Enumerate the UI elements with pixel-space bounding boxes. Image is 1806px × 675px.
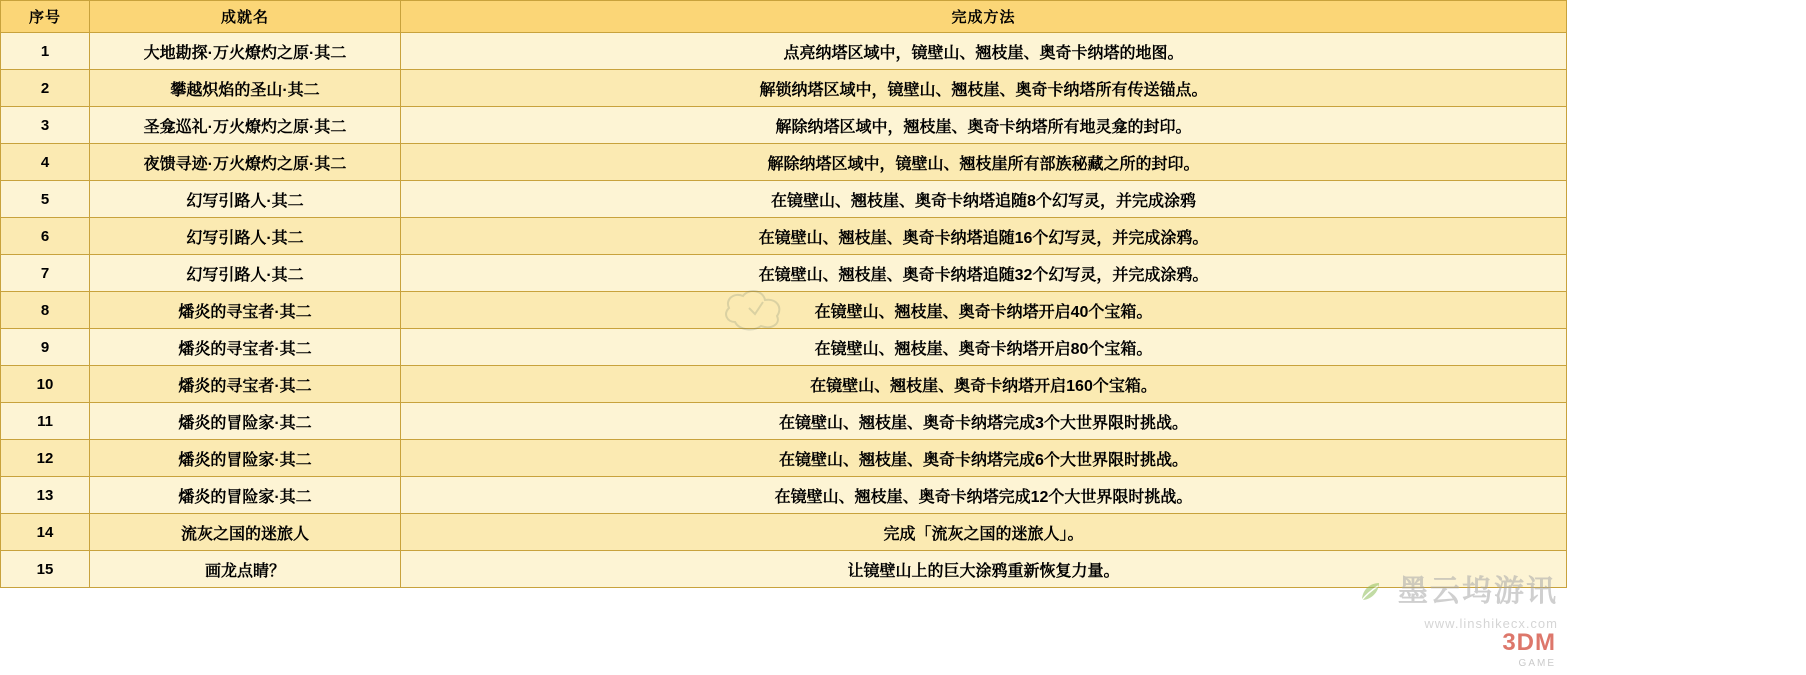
cell-achievement-name: 燔炎的冒险家·其二: [90, 403, 401, 440]
column-header-index: 序号: [1, 1, 90, 33]
cell-completion-method: 在镜壁山、翘枝崖、奥奇卡纳塔追随8个幻写灵，并完成涂鸦: [401, 181, 1567, 218]
cell-achievement-name: 圣龛巡礼·万火燎灼之原·其二: [90, 107, 401, 144]
table-row: [1, 329, 1567, 366]
cell-index: 7: [1, 255, 90, 292]
cell-achievement-name: 夜馈寻迹·万火燎灼之原·其二: [90, 144, 401, 181]
cell-achievement-name: 燔炎的寻宝者·其二: [90, 329, 401, 366]
cell-index: 11: [1, 403, 90, 440]
cell-completion-method: 解除纳塔区域中，翘枝崖、奥奇卡纳塔所有地灵龛的封印。: [401, 107, 1567, 144]
table-row: [1, 477, 1567, 514]
cell-completion-method: 解除纳塔区域中，镜壁山、翘枝崖所有部族秘藏之所的封印。: [401, 144, 1567, 181]
cell-achievement-name: 攀越炽焰的圣山·其二: [90, 70, 401, 107]
table-row: [1, 144, 1567, 181]
cell-completion-method: 在镜壁山、翘枝崖、奥奇卡纳塔追随16个幻写灵，并完成涂鸦。: [401, 218, 1567, 255]
table-header: [1, 1, 1567, 33]
cell-index: 9: [1, 329, 90, 366]
cell-index: 8: [1, 292, 90, 329]
cell-index: 12: [1, 440, 90, 477]
table-row: [1, 218, 1567, 255]
table-row: [1, 255, 1567, 292]
cell-achievement-name: 大地勘探·万火燎灼之原·其二: [90, 33, 401, 70]
table-body: [1, 33, 1567, 588]
cell-index: 13: [1, 477, 90, 514]
table-row: [1, 440, 1567, 477]
column-header-method: 完成方法: [401, 1, 1567, 33]
cell-achievement-name: 燔炎的冒险家·其二: [90, 440, 401, 477]
cell-index: 1: [1, 33, 90, 70]
cell-completion-method: 在镜壁山、翘枝崖、奥奇卡纳塔开启40个宝箱。: [401, 292, 1567, 329]
table-row: [1, 366, 1567, 403]
cell-index: 2: [1, 70, 90, 107]
cell-index: 5: [1, 181, 90, 218]
cell-completion-method: 在镜壁山、翘枝崖、奥奇卡纳塔完成6个大世界限时挑战。: [401, 440, 1567, 477]
cell-completion-method: 完成「流灰之国的迷旅人」。: [401, 514, 1567, 551]
table-row: [1, 33, 1567, 70]
cell-achievement-name: 燔炎的冒险家·其二: [90, 477, 401, 514]
cell-completion-method: 点亮纳塔区域中，镜壁山、翘枝崖、奥奇卡纳塔的地图。: [401, 33, 1567, 70]
cell-index: 6: [1, 218, 90, 255]
cell-achievement-name: 幻写引路人·其二: [90, 181, 401, 218]
cell-completion-method: 让镜壁山上的巨大涂鸦重新恢复力量。: [401, 551, 1567, 588]
table-row: [1, 292, 1567, 329]
cell-achievement-name: 燔炎的寻宝者·其二: [90, 292, 401, 329]
cell-achievement-name: 流灰之国的迷旅人: [90, 514, 401, 551]
cell-completion-method: 在镜壁山、翘枝崖、奥奇卡纳塔开启160个宝箱。: [401, 366, 1567, 403]
table-row: [1, 403, 1567, 440]
cell-index: 14: [1, 514, 90, 551]
brand-watermark-text: 3DM: [1502, 629, 1556, 656]
cell-achievement-name: 画龙点睛？: [90, 551, 401, 588]
cell-completion-method: 解锁纳塔区域中，镜壁山、翘枝崖、奥奇卡纳塔所有传送锚点。: [401, 70, 1567, 107]
cell-index: 10: [1, 366, 90, 403]
table-row: [1, 70, 1567, 107]
site-watermark-url: www.linshikecx.com: [1424, 616, 1558, 631]
cell-index: 4: [1, 144, 90, 181]
cell-index: 15: [1, 551, 90, 588]
brand-watermark: [1502, 629, 1556, 669]
table-header-row: [1, 1, 1567, 33]
column-header-name: 成就名: [90, 1, 401, 33]
cell-achievement-name: 幻写引路人·其二: [90, 218, 401, 255]
brand-watermark-subtext: GAME: [1518, 658, 1556, 669]
site-watermark-text: 墨云坞游讯: [1398, 575, 1558, 608]
cell-completion-method: 在镜壁山、翘枝崖、奥奇卡纳塔完成3个大世界限时挑战。: [401, 403, 1567, 440]
table-row: [1, 514, 1567, 551]
cell-completion-method: 在镜壁山、翘枝崖、奥奇卡纳塔开启80个宝箱。: [401, 329, 1567, 366]
cell-achievement-name: 燔炎的寻宝者·其二: [90, 366, 401, 403]
cell-completion-method: 在镜壁山、翘枝崖、奥奇卡纳塔追随32个幻写灵，并完成涂鸦。: [401, 255, 1567, 292]
table-row: [1, 107, 1567, 144]
cell-index: 3: [1, 107, 90, 144]
cell-completion-method: 在镜壁山、翘枝崖、奥奇卡纳塔完成12个大世界限时挑战。: [401, 477, 1567, 514]
cell-achievement-name: 幻写引路人·其二: [90, 255, 401, 292]
table-row: [1, 181, 1567, 218]
table-row: [1, 551, 1567, 588]
